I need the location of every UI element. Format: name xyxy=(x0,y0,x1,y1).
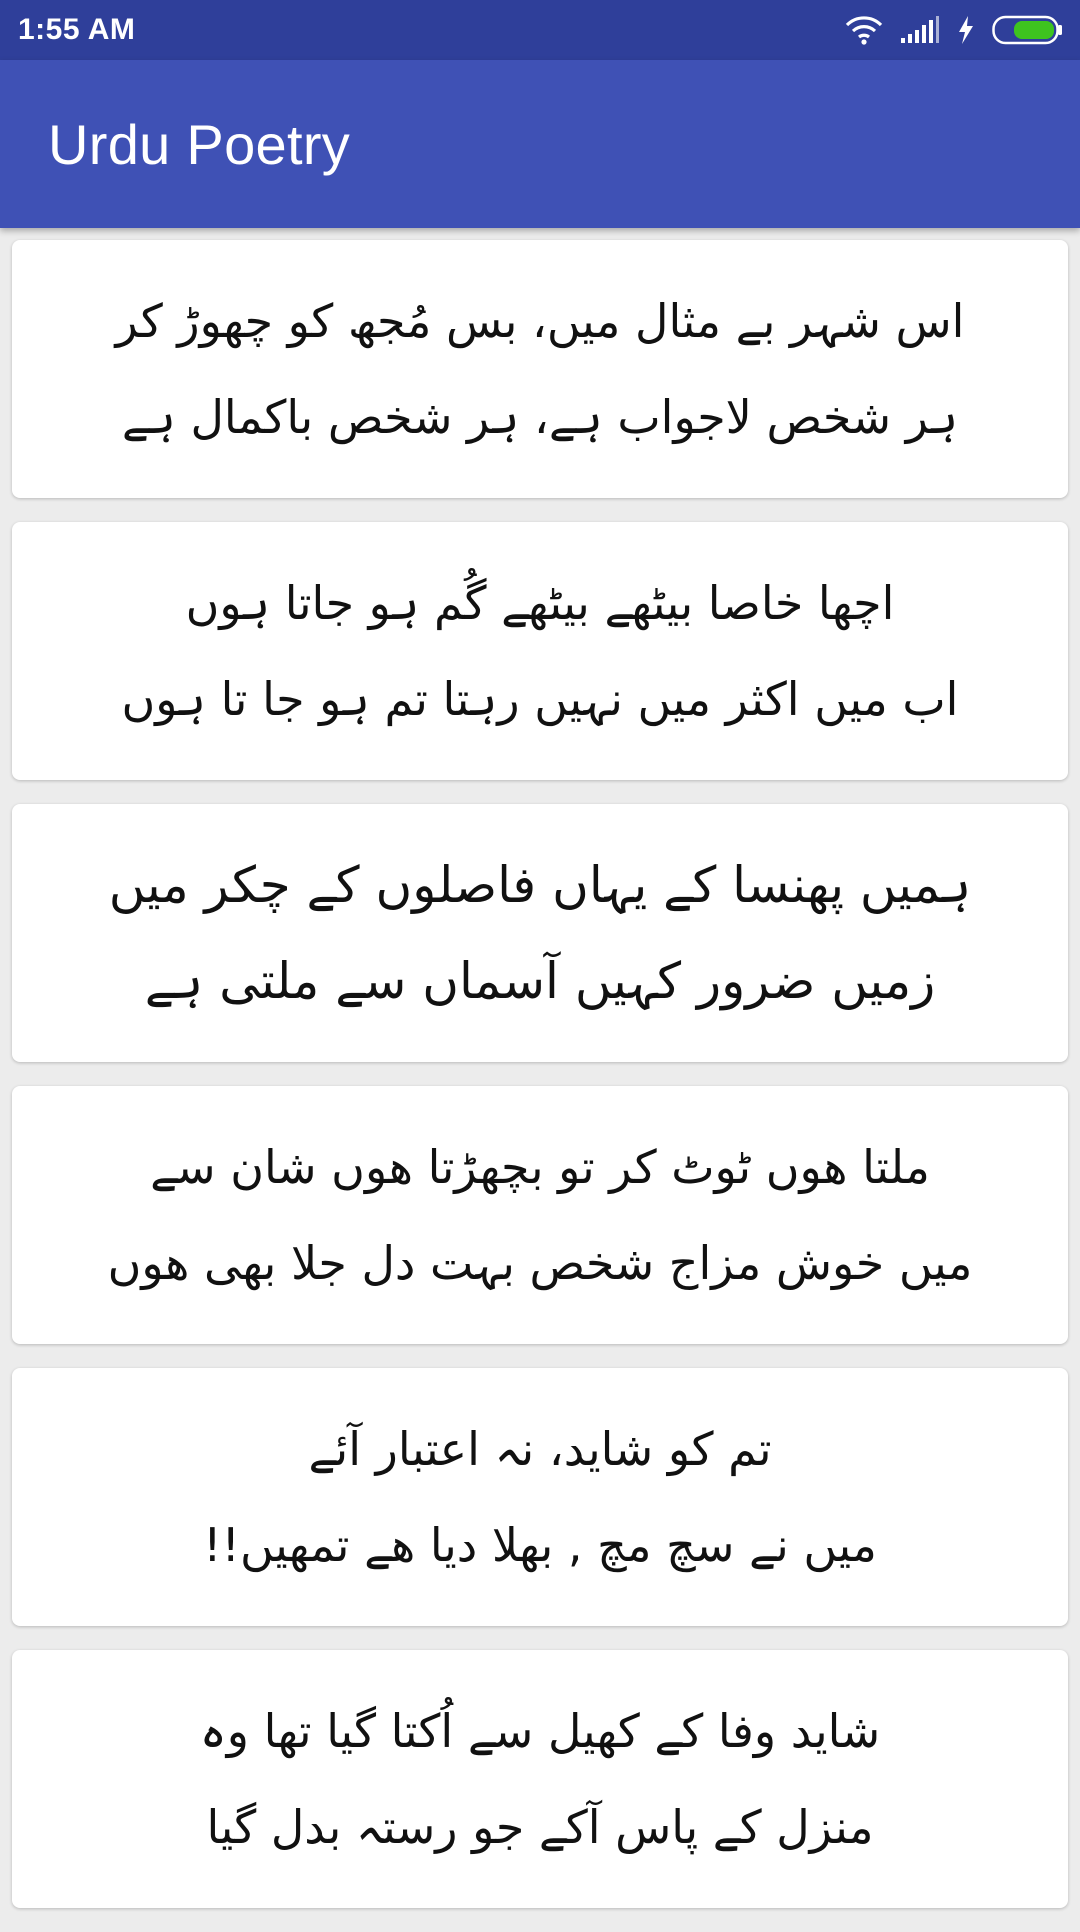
status-time: 1:55 AM xyxy=(18,13,136,46)
battery-level xyxy=(1014,21,1054,39)
poem-card[interactable] xyxy=(12,522,1068,780)
poem-card[interactable] xyxy=(12,240,1068,498)
poem-line-2: اب میں اکثر میں نہیں رہتا تم ہو جا تا ہوں xyxy=(121,672,959,726)
poem-list[interactable] xyxy=(12,240,1068,1932)
poem-line-2: زمیں ضرور کہیں آسماں سے ملتی ہے xyxy=(144,952,936,1010)
poem-line-1: شاید وفا کے کھیل سے اُکتا گیا تھا وہ xyxy=(199,1704,881,1758)
poem-card[interactable] xyxy=(12,1368,1068,1626)
poem-card[interactable] xyxy=(12,1650,1068,1908)
poem-line-1: اس شہر بے مثال میں، بس مُجھ کو چھوڑ کر xyxy=(115,294,965,348)
poem-card[interactable] xyxy=(12,1086,1068,1344)
battery-icon xyxy=(992,15,1064,45)
app-bar xyxy=(0,60,1080,228)
status-icons xyxy=(844,15,1064,45)
poem-line-2: میں خوش مزاج شخص بہت دل جلا بھی ھوں xyxy=(107,1236,973,1290)
poem-line-1: اچھا خاصا بیٹھے بیٹھے گُم ہو جاتا ہوں xyxy=(185,576,895,630)
app-title: Urdu Poetry xyxy=(48,112,351,176)
charging-bolt-icon xyxy=(956,15,976,45)
status-bar xyxy=(0,0,1080,60)
poem-line-2: ہر شخص لاجواب ہے، ہر شخص باکمال ہے xyxy=(121,390,959,444)
wifi-icon xyxy=(844,15,884,45)
poem-line-2: منزل کے پاس آکے جو رستہ بدل گیا xyxy=(206,1800,874,1854)
poem-line-1: تم کو شاید، نہ اعتبار آئے xyxy=(308,1422,772,1476)
poem-line-2: میں نے سچ مچ , بھلا دیا ھے تمھیں!! xyxy=(203,1518,877,1572)
poem-line-1: ہمیں پھنسا کے یہاں فاصلوں کے چکر میں xyxy=(108,856,972,914)
cell-signal-icon xyxy=(900,16,940,44)
poem-line-1: ملتا ھوں ٹوٹ کر تو بچھڑتا ھوں شان سے xyxy=(150,1140,930,1194)
poem-card[interactable] xyxy=(12,804,1068,1062)
